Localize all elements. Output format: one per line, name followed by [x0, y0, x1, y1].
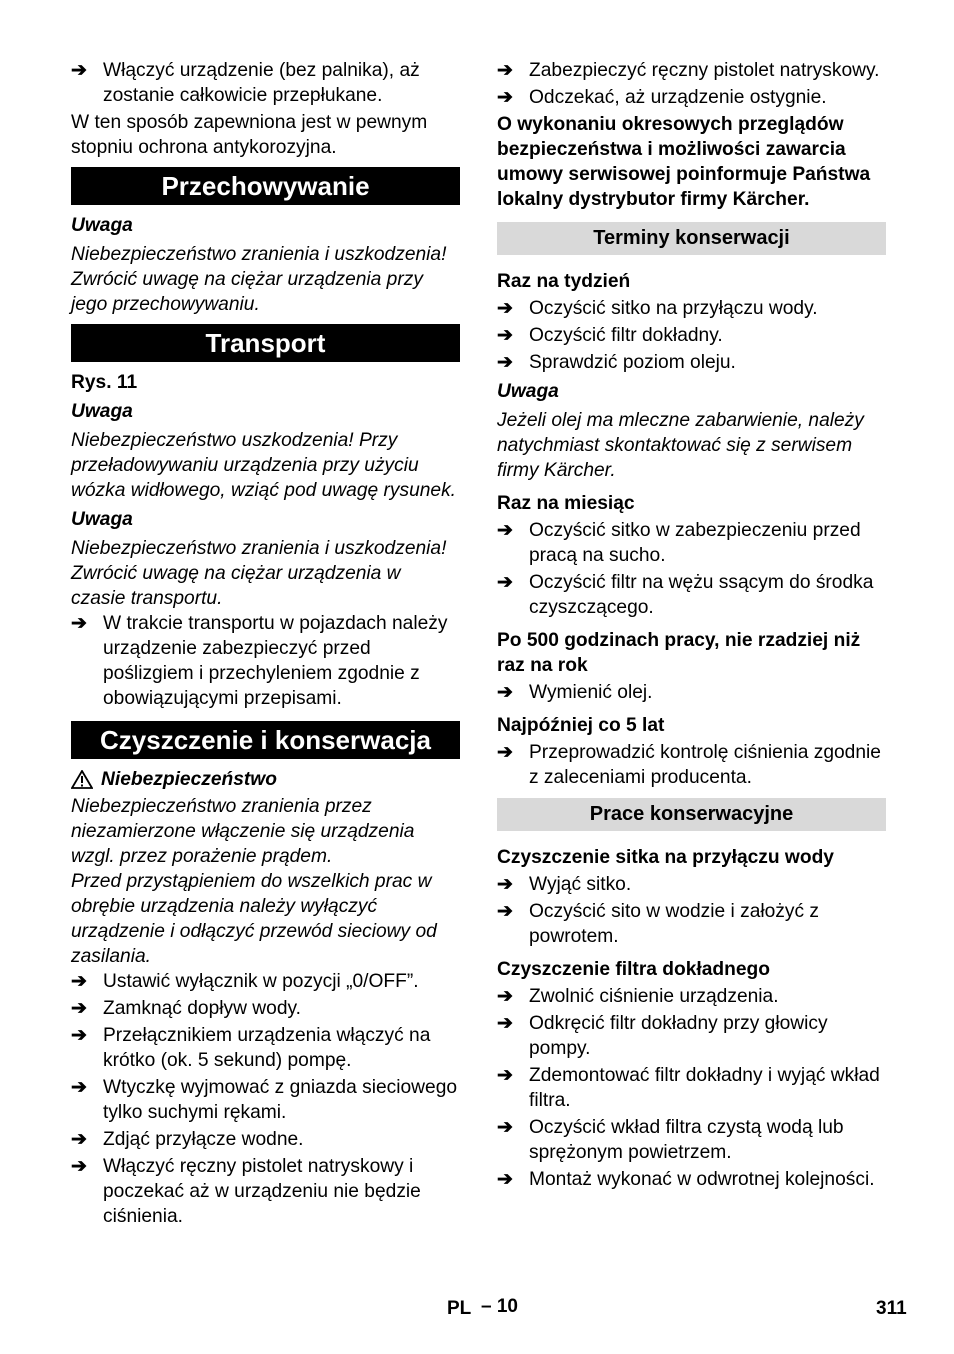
arrow-icon: ➔: [71, 998, 87, 1019]
list-item: [497, 518, 886, 568]
list-item: [497, 296, 886, 321]
danger-text-2: Przed przystąpieniem do wszelkich prac w obrębie urządzenia należy wyłączyć urządzenie i odłączyć przewód sieciowy od zasilania.: [71, 871, 437, 967]
page-number: 311: [876, 1298, 907, 1319]
list-item: [497, 85, 886, 110]
filter-cleaning-title: Czyszczenie filtra dokładnego: [497, 959, 770, 980]
arrow-icon: ➔: [497, 986, 513, 1007]
arrow-icon: ➔: [497, 874, 513, 895]
list-item-text: Sprawdzić poziom oleju.: [529, 352, 736, 373]
arrow-icon: ➔: [497, 298, 513, 319]
list-item-text: Przeprowadzić kontrolę ciśnienia zgodnie z zaleceniami producenta.: [529, 742, 881, 788]
arrow-icon: ➔: [71, 1077, 87, 1098]
list-item: ➔ Włączyć urządzenie (bez palnika), aż zostanie całkowicie przepłukane.: [71, 60, 420, 106]
list-item: [71, 1023, 460, 1073]
list-item-text: Włączyć ręczny pistolet natryskowy i poczekać aż w urządzeniu nie będzie ciśnienia.: [103, 1156, 421, 1227]
figure-reference: Rys. 11: [71, 372, 138, 393]
list-item-text: Zabezpieczyć ręczny pistolet natryskowy.: [529, 60, 880, 81]
list-item-text: Zamknąć dopływ wody.: [103, 998, 301, 1019]
arrow-icon: ➔: [497, 1117, 513, 1138]
list-item-text: Oczyścić filtr na wężu ssącym do środka czyszczącego.: [529, 572, 874, 618]
list-item-text: Przełącznikiem urządzenia włączyć na krótko (ok. 5 sekund) pompę.: [103, 1025, 431, 1071]
monthly-title: Raz na miesiąc: [497, 493, 635, 514]
transport-note-2: Niebezpieczeństwo zranienia i uszkodzenia! Zwrócić uwagę na ciężar urządzenia w czasie transportu.: [71, 538, 447, 609]
oil-note: Jeżeli olej ma mleczne zabarwienie, należy natychmiast skontaktować się z serwisem firmy Kärcher.: [497, 410, 864, 481]
list-item: [497, 899, 886, 949]
arrow-icon: ➔: [497, 87, 513, 108]
warning-triangle-icon: [71, 770, 93, 789]
list-item-text: Odczekać, aż urządzenie ostygnie.: [529, 87, 827, 108]
list-item: [71, 969, 460, 994]
footer-language: PL: [447, 1298, 472, 1319]
list-item: [497, 350, 886, 375]
list-item: [497, 740, 886, 790]
5-years-steps: [497, 740, 886, 790]
arrow-icon: ➔: [497, 572, 513, 593]
danger-label: Niebezpieczeństwo: [101, 769, 277, 790]
list-item-text: Zdjąć przyłącze wodne.: [103, 1129, 304, 1150]
list-item: [497, 680, 886, 705]
transport-note-1: Niebezpieczeństwo uszkodzenia! Przy przeładowywaniu urządzenia przy użyciu wózka widłowego, wziąć pod uwagę rysunek.: [71, 430, 457, 501]
list-item-text: Wymienić olej.: [529, 682, 653, 703]
arrow-icon: ➔: [71, 1025, 87, 1046]
list-item-text: Oczyścić sitko w zabezpieczeniu przed pracą na sucho.: [529, 520, 861, 566]
arrow-icon: ➔: [497, 682, 513, 703]
heading-transport: Transport: [71, 324, 460, 362]
storage-note: Niebezpieczeństwo zranienia i uszkodzenia! Zwrócić uwagę na ciężar urządzenia przy jego przechowywaniu.: [71, 244, 447, 315]
heading-cleaning: Czyszczenie i konserwacja: [71, 721, 460, 759]
list-item: [71, 996, 460, 1021]
list-item-text: Oczyścić sitko na przyłączu wody.: [529, 298, 818, 319]
list-item: [497, 1063, 886, 1113]
note-label: Uwaga: [71, 215, 133, 236]
arrow-icon: ➔: [497, 520, 513, 541]
heading-maintenance-work: Prace konserwacyjne: [497, 798, 886, 831]
safety-inspection-paragraph: O wykonaniu okresowych przeglądów bezpieczeństwa i możliwości zawarcia umowy serwisowej poinformuje Państwa lokalny dystrybutor firmy Kärcher.: [497, 114, 871, 210]
arrow-icon: ➔: [497, 60, 513, 81]
arrow-icon: ➔: [497, 742, 513, 763]
list-item: [71, 1075, 460, 1125]
5-years-title: Najpóźniej co 5 lat: [497, 715, 665, 736]
list-item-text: Oczyścić wkład filtra czystą wodą lub sprężonym powietrzem.: [529, 1117, 844, 1163]
arrow-icon: ➔: [71, 60, 87, 81]
note-label: Uwaga: [497, 381, 559, 402]
monthly-steps: [497, 518, 886, 620]
arrow-icon: ➔: [497, 901, 513, 922]
list-item-text: Wyjąć sitko.: [529, 874, 632, 895]
heading-storage: Przechowywanie: [71, 167, 460, 205]
list-item: [497, 570, 886, 620]
arrow-icon: ➔: [71, 613, 87, 634]
weekly-title: Raz na tydzień: [497, 271, 631, 292]
filter-steps: [497, 984, 886, 1192]
note-label: Uwaga: [71, 401, 133, 422]
list-item-text: Zdemontować filtr dokładny i wyjąć wkład filtra.: [529, 1065, 880, 1111]
list-item-text: Wtyczkę wyjmować z gniazda sieciowego tylko suchymi rękami.: [103, 1077, 458, 1123]
list-item: [497, 872, 886, 897]
list-item: [497, 1115, 886, 1165]
list-item-text: Zwolnić ciśnienie urządzenia.: [529, 986, 779, 1007]
right-column: [497, 58, 886, 1194]
list-item: ➔ W trakcie transportu w pojazdach należy urządzenie zabezpieczyć przed poślizgiem i przechyleniem zgodnie z obowiązującymi przepisami.: [71, 613, 448, 709]
arrow-icon: ➔: [497, 1169, 513, 1190]
arrow-icon: ➔: [71, 1129, 87, 1150]
sieve-cleaning-title: Czyszczenie sitka na przyłączu wody: [497, 847, 834, 868]
arrow-icon: ➔: [71, 971, 87, 992]
arrow-icon: ➔: [497, 325, 513, 346]
heading-maintenance-schedule: Terminy konserwacji: [497, 222, 886, 255]
note-label: Uwaga: [71, 509, 133, 530]
corrosion-paragraph: W ten sposób zapewniona jest w pewnym stopniu ochrona antykorozyjna.: [71, 112, 428, 158]
list-item-text: Montaż wykonać w odwrotnej kolejności.: [529, 1169, 875, 1190]
list-item: [497, 1167, 886, 1192]
arrow-icon: ➔: [71, 1156, 87, 1177]
danger-header: [71, 767, 460, 792]
left-column: [71, 58, 460, 1231]
500h-steps: [497, 680, 886, 705]
list-item-text: Odkręcić filtr dokładny przy głowicy pompy.: [529, 1013, 828, 1059]
list-item: [71, 1154, 460, 1229]
footer-section-page: – 10: [481, 1296, 518, 1317]
danger-text-1: Niebezpieczeństwo zranienia przez niezamierzone włączenie się urządzenia wzgl. przez porażenie prądem.: [71, 796, 415, 867]
list-item: [71, 1127, 460, 1152]
list-item: [497, 323, 886, 348]
sieve-steps: [497, 872, 886, 949]
top-steps: [497, 58, 886, 110]
500h-title: Po 500 godzinach pracy, nie rzadziej niż raz na rok: [497, 630, 861, 676]
list-item: [497, 58, 886, 83]
list-item: [497, 1011, 886, 1061]
list-item-text: Oczyścić sito w wodzie i założyć z powrotem.: [529, 901, 820, 947]
arrow-icon: ➔: [497, 1065, 513, 1086]
list-item: [497, 984, 886, 1009]
weekly-steps: [497, 296, 886, 375]
cleaning-steps: [71, 969, 460, 1229]
list-item-text: Ustawić wyłącznik w pozycji „0/OFF”.: [103, 971, 419, 992]
arrow-icon: ➔: [497, 1013, 513, 1034]
arrow-icon: ➔: [497, 352, 513, 373]
list-item-text: Oczyścić filtr dokładny.: [529, 325, 723, 346]
